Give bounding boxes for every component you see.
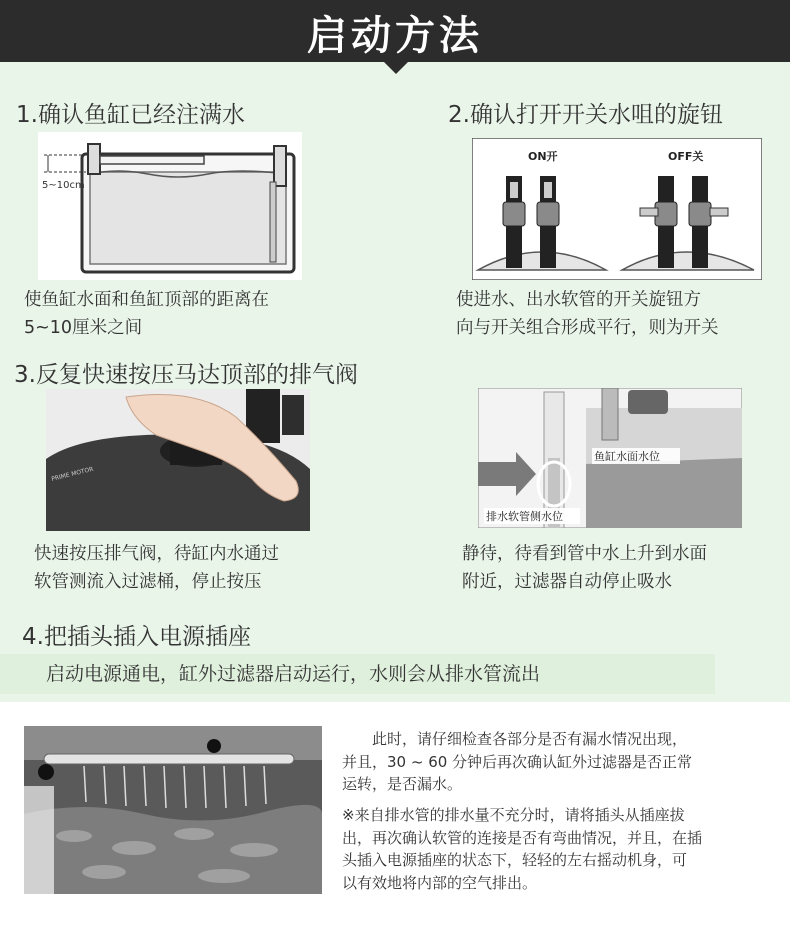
gap-label: 5~10cm: [42, 180, 85, 191]
step3-motor-photo: [46, 389, 310, 531]
water-level-label: 鱼缸水面水位: [594, 450, 660, 463]
step4-subtitle: 启动电源通电，缸外过滤器启动运行，水则会从排水管流出: [46, 663, 541, 685]
on-label: ON开: [528, 150, 558, 163]
step3-left-desc-line: 快速按压排气阀，待缸内水通过: [34, 544, 279, 564]
note-line: 头插入电源插座的状态下，轻轻的左右摇动机身，可: [342, 851, 688, 869]
running-filter-photo: [24, 726, 322, 894]
note-line: 并且，30 ~ 60 分钟后再次确认缸外过滤器是否正常: [342, 752, 693, 771]
step3-right-desc-line: 附近，过滤器自动停止吸水: [462, 572, 672, 592]
step3-tank-photo: [478, 388, 742, 528]
header-pointer: [382, 60, 410, 74]
step1-desc-line: 5~10厘米之间: [24, 318, 143, 338]
outlet-level-label: 排水软管侧水位: [486, 510, 563, 523]
step3-left-desc-line: 软管测流入过滤桶，停止按压: [34, 572, 262, 592]
note-line: 运转，是否漏水。: [342, 775, 463, 793]
step1-description: [24, 286, 269, 342]
page-title: 启动方法: [307, 13, 483, 59]
step3-right-desc-line: 静待，待看到管中水上升到水面: [462, 544, 707, 564]
step2-desc-line: 使进水、出水软管的开关旋钮方: [456, 290, 701, 310]
note-line: 出，再次确认软管的连接是否有弯曲情况，并且，在插: [342, 828, 703, 847]
troubleshooting-note: [342, 804, 702, 894]
step1-title: 1.确认鱼缸已经注满水: [16, 102, 245, 128]
off-label: OFF关: [668, 150, 704, 163]
note-line: 以有效地将内部的空气排出。: [342, 873, 538, 892]
confirmation-note: [342, 728, 692, 796]
header-bar: [0, 0, 790, 62]
note-line: 此时，请仔细检查各部分是否有漏水情况出现，: [372, 730, 688, 748]
step4-title: 4.把插头插入电源插座: [22, 624, 251, 650]
step2-title: 2.确认打开开关水咀的旋钮: [448, 102, 723, 128]
brand-label: PRIME MOTOR: [50, 465, 95, 483]
step2-valve-diagram: [472, 138, 762, 280]
step1-desc-line: 使鱼缸水面和鱼缸顶部的距离在: [24, 290, 269, 310]
step3-left-description: [34, 540, 279, 596]
step2-desc-line: 向与开关组合形成平行，则为开关: [456, 318, 719, 338]
note-line: ※来自排水管的排水量不充分时，请将插头从插座拔: [342, 806, 685, 824]
step3-title: 3.反复快速按压马达顶部的排气阀: [14, 362, 358, 388]
step3-right-description: [462, 540, 707, 596]
step2-description: [456, 286, 719, 342]
step1-tank-diagram: [38, 132, 302, 280]
